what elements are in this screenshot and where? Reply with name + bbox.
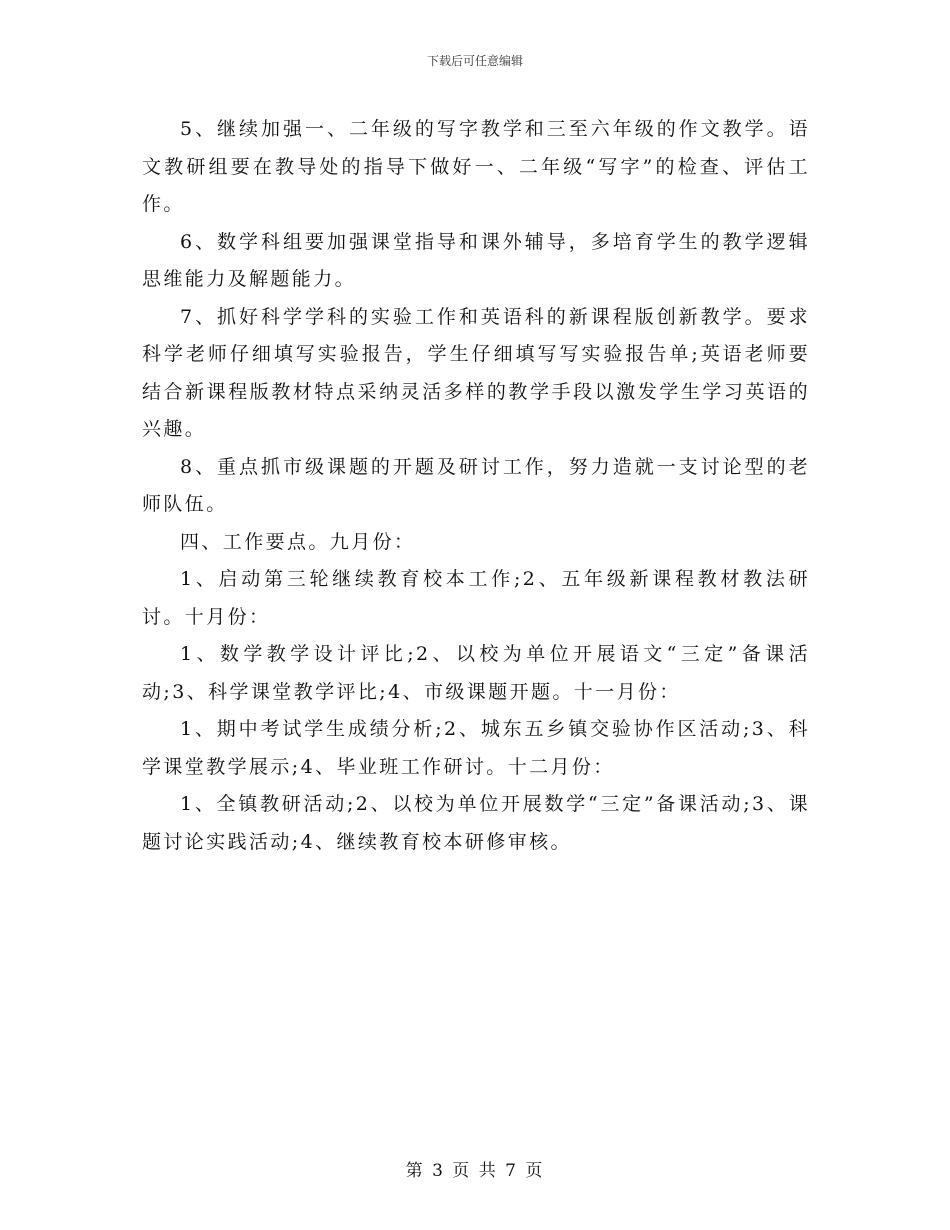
document-body <box>142 111 810 861</box>
paragraph-november: 1、期中考试学生成绩分析;2、城东五乡镇交验协作区活动;3、科学课堂教学展示;4、毕业班工作研讨。十二月份： <box>142 718 810 778</box>
page-header: 下载后可任意编辑 <box>426 54 523 68</box>
paragraph-6: 6、数学科组要加强课堂指导和课外辅导，多培育学生的教学逻辑思维能力及解题能力。 <box>142 230 810 290</box>
paragraph-september: 1、启动第三轮继续教育校本工作;2、五年级新课程教材教法研讨。十月份： <box>142 568 810 628</box>
paragraph-december: 1、全镇教研活动;2、以校为单位开展数学“三定”备课活动;3、课题讨论实践活动;4、继续教育校本研修审核。 <box>142 793 810 853</box>
page-footer: 第 3 页 共 7 页 <box>405 1161 545 1181</box>
paragraph-5: 5、继续加强一、二年级的写字教学和三至六年级的作文教学。语文教研组要在教导处的指导下做好一、二年级“写字”的检查、评估工作。 <box>142 118 810 215</box>
paragraph-7: 7、抓好科学学科的实验工作和英语科的新课程版创新教学。要求科学老师仔细填写实验报告，学生仔细填写写实验报告单;英语老师要结合新课程版教材特点采纳灵活多样的教学手段以激发学生学习英语的兴趣。 <box>142 305 810 440</box>
section-heading-work-points: 四、工作要点。九月份： <box>180 530 416 553</box>
paragraph-8: 8、重点抓市级课题的开题及研讨工作，努力造就一支讨论型的老师队伍。 <box>142 455 810 515</box>
paragraph-october: 1、数学教学设计评比;2、以校为单位开展语文“三定”备课活动;3、科学课堂教学评比;4、市级课题开题。十一月份： <box>142 643 810 703</box>
